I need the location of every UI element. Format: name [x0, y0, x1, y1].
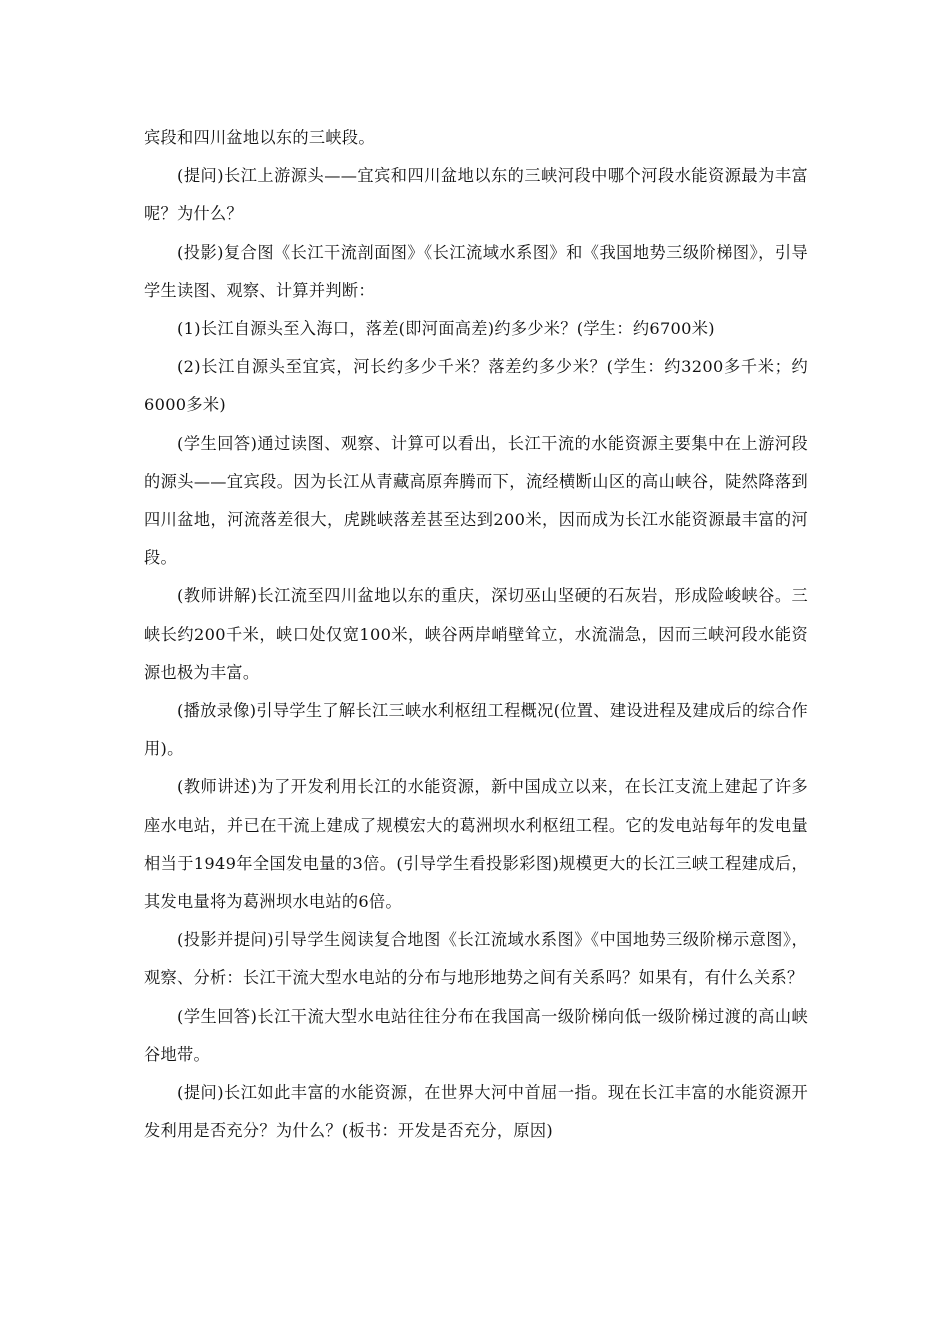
paragraph: (2)长江自源头至宜宾，河长约多少千米？落差约多少米？(学生：约3200多千米；约6000多米) — [144, 357, 808, 415]
paragraph: (教师讲解)长江流至四川盆地以东的重庆，深切巫山坚硬的石灰岩，形成险峻峡谷。三峡长约200千米，峡口处仅宽100米，峡谷两岸峭壁耸立，水流湍急，因而三峡河段水能资源也极为丰富。 — [144, 586, 808, 682]
paragraph: (投影)复合图《长江干流剖面图》《长江流域水系图》和《我国地势三级阶梯图》，引导学生读图、观察、计算并判断： — [144, 242, 808, 300]
paragraph: (学生回答)长江干流大型水电站往往分布在我国高一级阶梯向低一级阶梯过渡的高山峡谷地带。 — [144, 1006, 808, 1064]
paragraph: (提问)长江如此丰富的水能资源，在世界大河中首屈一指。现在长江丰富的水能资源开发利用是否充分？为什么？(板书：开发是否充分，原因) — [144, 1083, 808, 1141]
paragraph: (提问)长江上游源头——宜宾和四川盆地以东的三峡河段中哪个河段水能资源最为丰富呢？为什么？ — [144, 166, 808, 224]
paragraph: (教师讲述)为了开发利用长江的水能资源，新中国成立以来，在长江支流上建起了许多座水电站，并已在干流上建成了规模宏大的葛洲坝水利枢纽工程。它的发电站每年的发电量相当于1949年全国发电量的3倍。(引导学生看投影彩图)规模更大的长江三峡工程建成后，其发电量将为葛洲坝水电站的6倍。 — [144, 777, 808, 912]
paragraph: (投影并提问)引导学生阅读复合地图《长江流域水系图》《中国地势三级阶梯示意图》，观察、分析：长江干流大型水电站的分布与地形地势之间有关系吗？如果有，有什么关系？ — [144, 930, 808, 988]
paragraph: (学生回答)通过读图、观察、计算可以看出，长江干流的水能资源主要集中在上游河段的源头——宜宾段。因为长江从青藏高原奔腾而下，流经横断山区的高山峡谷，陡然降落到四川盆地，河流落差很大，虎跳峡落差甚至达到200米，因而成为长江水能资源最丰富的河段。 — [144, 433, 808, 568]
paragraph: (播放录像)引导学生了解长江三峡水利枢纽工程概况(位置、建设进程及建成后的综合作用)。 — [144, 701, 808, 759]
paragraph: (1)长江自源头至入海口，落差(即河面高差)约多少米？(学生：约6700米) — [177, 319, 715, 339]
document-body — [144, 119, 808, 1150]
paragraph: 宾段和四川盆地以东的三峡段。 — [144, 128, 375, 147]
